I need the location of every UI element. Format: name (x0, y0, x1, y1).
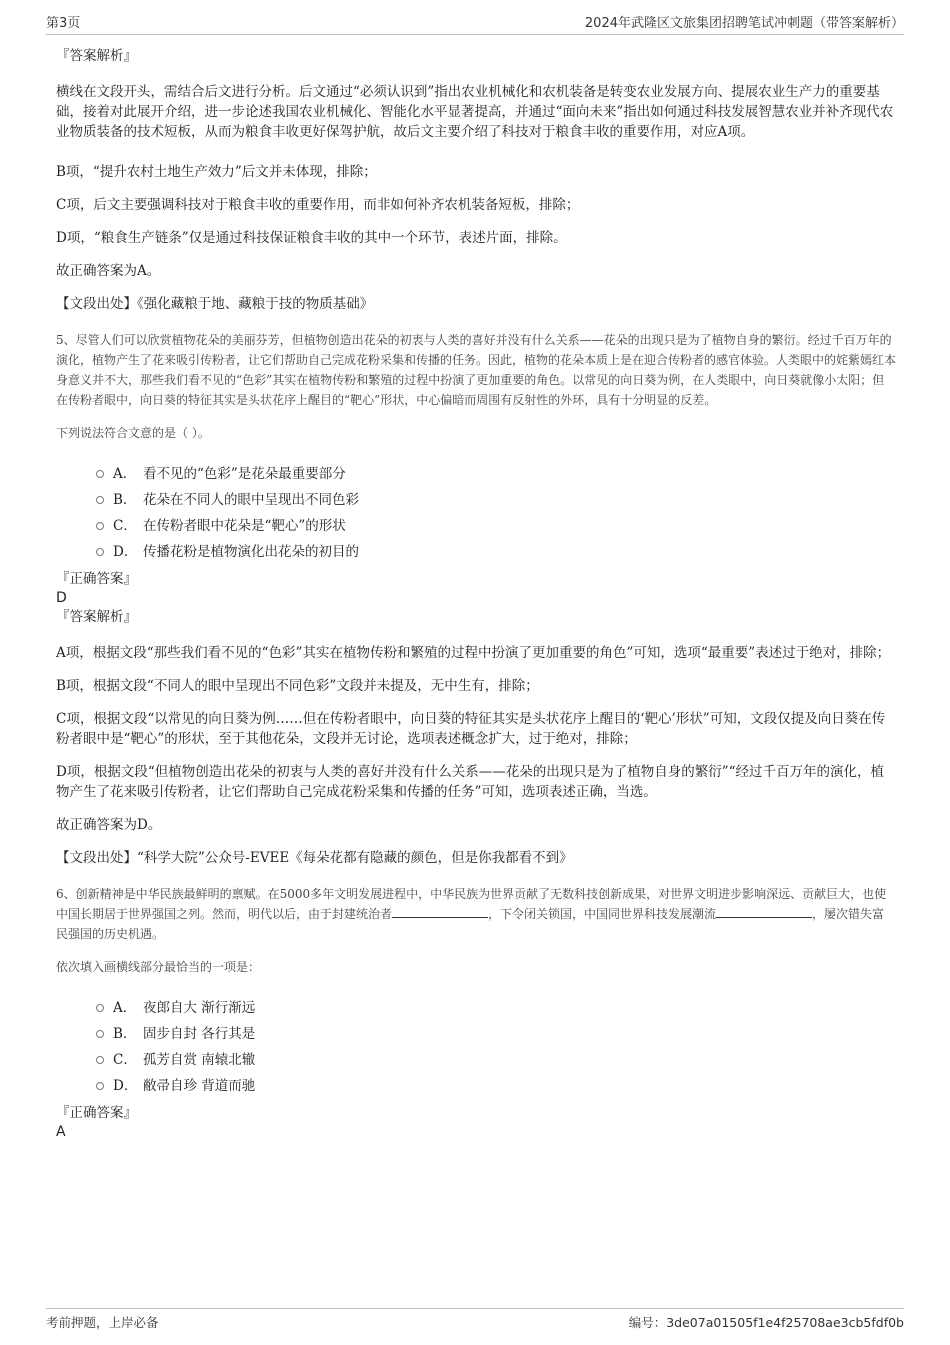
content (56, 46, 896, 1141)
radio-icon[interactable] (96, 548, 104, 556)
q5-analysis-label: 『答案解析』 (56, 609, 137, 625)
document-id: 编号：3de07a01505f1e4f25708ae3cb5fdf0b (628, 1315, 904, 1330)
q6-stem-part2: ，下令闭关锁国，中国同世界科技发展潮流 (488, 907, 717, 921)
radio-icon[interactable] (96, 522, 104, 530)
option-text: 夜郎自大 渐行渐远 (143, 1000, 256, 1016)
option-letter: B． (113, 492, 137, 508)
q6-options (96, 993, 896, 1097)
option-text: 固步自封 各行其是 (143, 1026, 256, 1042)
radio-icon[interactable] (96, 1056, 104, 1064)
option-letter: D． (113, 1078, 138, 1094)
option-letter: A． (113, 1000, 137, 1016)
q5-option-b[interactable] (96, 485, 896, 511)
option-letter: A． (113, 466, 137, 482)
q5-question: 下列说法符合文意的是（ ）。 (56, 426, 210, 440)
q5-analysis-a: A项，根据文段“那些我们看不见的“色彩”其实在植物传粉和繁殖的过程中扮演了更加重要的角色”可知，选项“最重要”表述过于绝对，排除； (56, 645, 891, 661)
q5-analysis-d: D项，根据文段“但植物创造出花朵的初衷与人类的喜好并没有什么关系——花朵的出现只是为了植物自身的繁衍”“经过千百万年的演化，植物产生了花来吸引传粉者，让它们帮助自己完成花粉采集和传播的任务”可知，选项表述正确，当选。 (56, 764, 885, 800)
q4-source: 【文段出处】《强化藏粮于地、藏粮于技的物质基础》 (56, 296, 374, 312)
option-letter: D． (113, 544, 138, 560)
q4-analysis-c: C项，后文主要强调科技对于粮食丰收的重要作用，而非如何补齐农机装备短板，排除； (56, 197, 580, 213)
option-text: 敝帚自珍 背道而驰 (143, 1078, 256, 1094)
q5-conclusion: 故正确答案为D。 (56, 817, 162, 833)
q6-option-d[interactable] (96, 1071, 896, 1097)
option-text: 看不见的“色彩”是花朵最重要部分 (143, 466, 346, 482)
fill-blank-1[interactable] (392, 905, 488, 918)
q6-question: 依次填入画横线部分最恰当的一项是： (56, 960, 261, 974)
q6-option-a[interactable] (96, 993, 896, 1019)
footer-slogan: 考前押题，上岸必备 (46, 1315, 159, 1330)
q5-option-d[interactable] (96, 537, 896, 563)
option-letter: C． (113, 518, 137, 534)
q4-analysis-label: 『答案解析』 (56, 48, 137, 64)
option-letter: C． (113, 1052, 137, 1068)
option-text: 在传粉者眼中花朵是“靶心”的形状 (143, 518, 346, 534)
option-letter: B． (113, 1026, 137, 1042)
q5-answer-label: 『正确答案』 (56, 571, 137, 587)
q5-answer: D (56, 590, 67, 606)
radio-icon[interactable] (96, 1082, 104, 1090)
q4-analysis-b: B项，“提升农村土地生产效力”后文并未体现，排除； (56, 164, 377, 180)
q5-analysis-c: C项，根据文段“以常见的向日葵为例……但在传粉者眼中，向日葵的特征其实是头状花序上醒目的‘靶心’形状”可知，文段仅提及向日葵在传粉者眼中是“靶心”的形状，至于其他花朵，文段并无讨论，选项表述概念扩大，过于绝对，排除； (56, 711, 886, 747)
q6-answer: A (56, 1124, 66, 1140)
option-text: 孤芳自赏 南辕北辙 (143, 1052, 256, 1068)
radio-icon[interactable] (96, 470, 104, 478)
option-text: 花朵在不同人的眼中呈现出不同色彩 (143, 492, 359, 508)
document-title: 2024年武隆区文旅集团招聘笔试冲刺题（带答案解析） (584, 16, 904, 31)
radio-icon[interactable] (96, 496, 104, 504)
option-text: 传播花粉是植物演化出花朵的初目的 (143, 544, 359, 560)
radio-icon[interactable] (96, 1004, 104, 1012)
q5-analysis-b: B项，根据文段“不同人的眼中呈现出不同色彩”文段并未提及，无中生有，排除； (56, 678, 539, 694)
q4-analysis-para: 横线在文段开头，需结合后文进行分析。后文通过“必须认识到”指出农业机械化和农机装备是转变农业发展方向、提展农业生产力的重要基础，接着对此展开介绍，进一步论述我国农业机械化、智能化水平显著提高，并通过“面向未来”指出如何通过科技发展智慧农业并补齐现代农业物质装备的技术短板，从而为粮食丰收更好保驾护航，故后文主要介绍了科技对于粮食丰收的重要作用，对应A项。 (56, 84, 894, 140)
page-header (46, 12, 904, 35)
q5-option-a[interactable] (96, 459, 896, 485)
q4-conclusion: 故正确答案为A。 (56, 263, 161, 279)
q5-options (96, 459, 896, 563)
fill-blank-2[interactable] (716, 905, 812, 918)
q6-stem-part1: 6、创新精神是中华民族最鲜明的禀赋。在5000多年文明发展进程中，中华民族为世界贡献了无数科技创新成果，对世界文明进步影响深远、贡献巨大，也使中国长期居于世界强国之列。然而，明代以后，由于封建统治者 (56, 887, 887, 921)
q6-option-c[interactable] (96, 1045, 896, 1071)
q5-option-c[interactable] (96, 511, 896, 537)
q4-analysis-d: D项，“粮食生产链条”仅是通过科技保证粮食丰收的其中一个环节，表述片面，排除。 (56, 230, 567, 246)
q6-answer-label: 『正确答案』 (56, 1105, 137, 1121)
q6-stem-part3: ，屡次错失富民强国的历史机遇。 (56, 907, 885, 941)
q5-source: 【文段出处】“科学大院”公众号-EVEE《每朵花都有隐藏的颜色，但是你我都看不到》 (56, 850, 573, 866)
q5-stem: 5、尽管人们可以欣赏植物花朵的美丽芬芳，但植物创造出花朵的初衷与人类的喜好并没有什么关系——花朵的出现只是为了植物自身的繁衍。经过千百万年的演化，植物产生了花来吸引传粉者，让它们帮助自己完成花粉采集和传播的任务。因此，植物的花朵本质上是在迎合传粉者的感官体验。人类眼中的姹紫嫣红本身意义并不大，那些我们看不见的“色彩”其实在植物传粉和繁殖的过程中扮演了更加重要的角色。以常见的向日葵为例，在人类眼中，向日葵就像小太阳；但在传粉者眼中，向日葵的特征其实是头状花序上醒目的“靶心”形状，中心偏暗而周围有反射性的外环，具有十分明显的反差。 (56, 333, 897, 407)
page-footer (46, 1308, 904, 1335)
q6-stem (56, 884, 896, 944)
radio-icon[interactable] (96, 1030, 104, 1038)
q6-option-b[interactable] (96, 1019, 896, 1045)
page-number: 第3页 (46, 16, 81, 31)
